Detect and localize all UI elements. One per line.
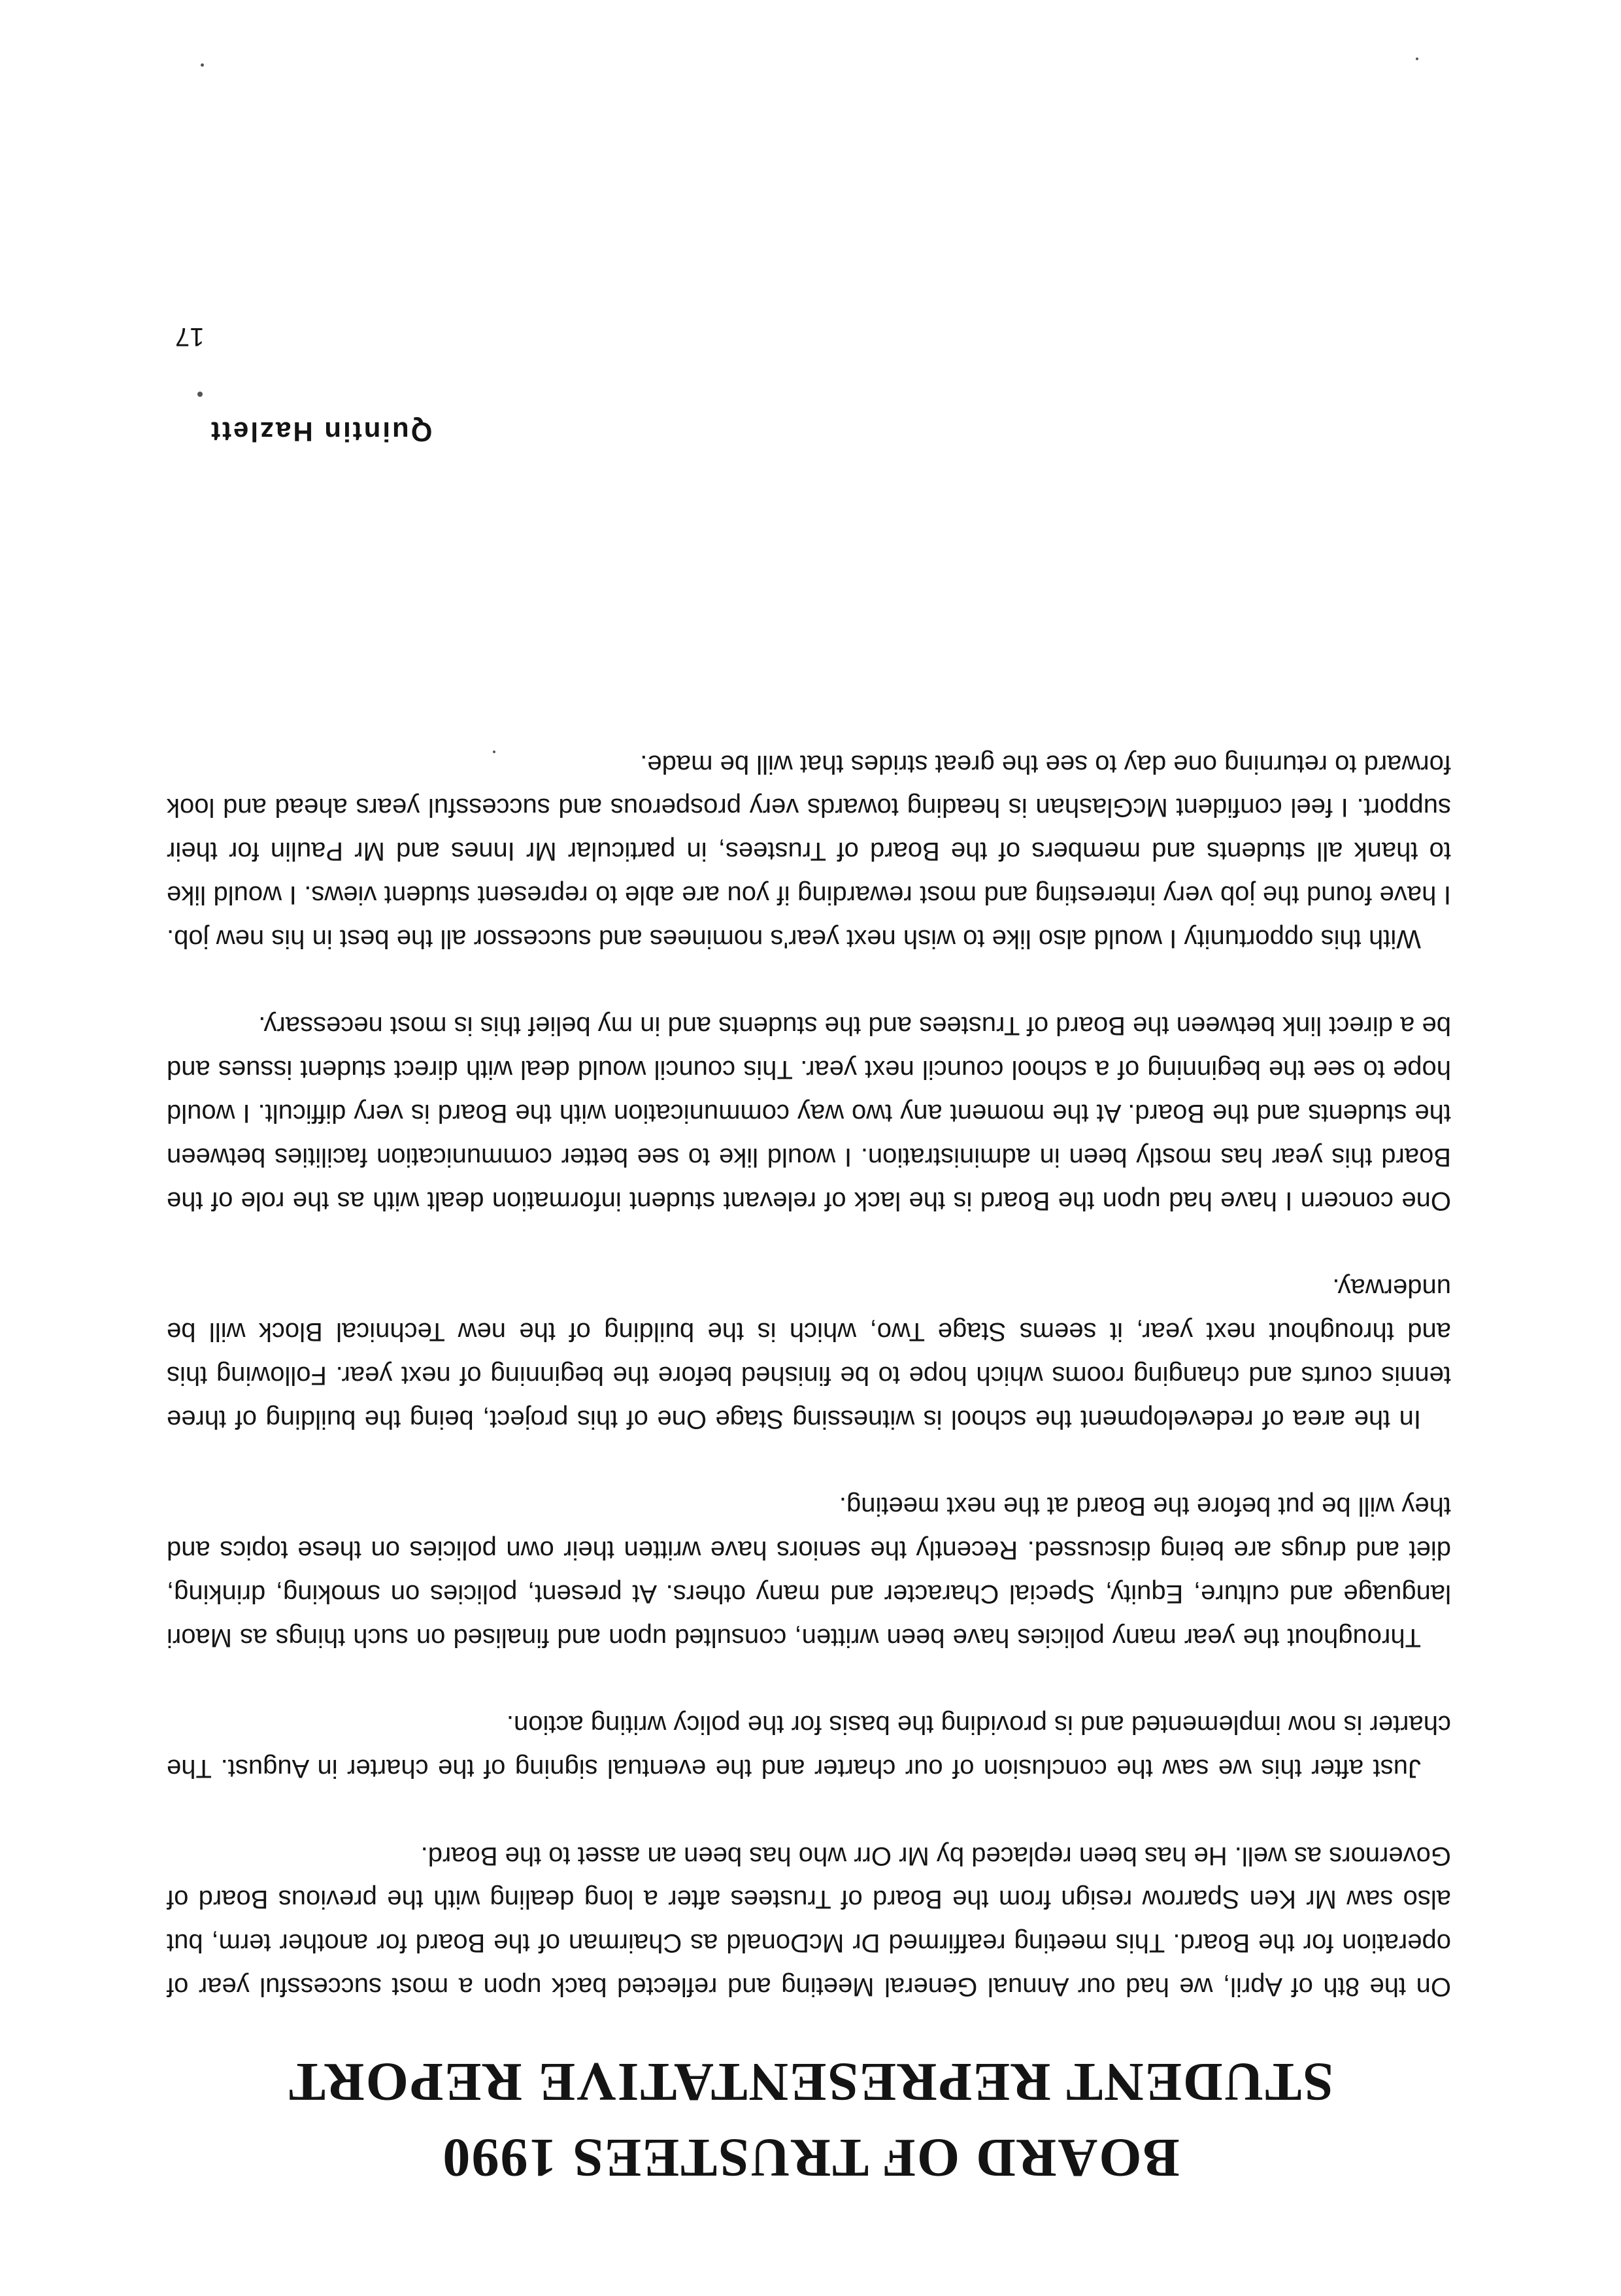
paragraph-redevelopment: In the area of redevelopment the school is witnessing Stage One of this project, being the building of three tennis courts and changing rooms which hope to be finished before the beginning of next year. Following this and throughout next year, it seems Stage Two, which is the building of the new Technical Block will be underway. bbox=[167, 1274, 1451, 1434]
paragraph-agm: On the 8th of April, we had our Annual General Meeting and reflected back upon a most successful year of operation for the Board. This meeting reaffirmed Dr McDonald as Chairman of the Board for another term, but also saw Mr Ken Sparrow resign from the Board of Trustees after a long dealing with the previous Board of Governors as well. He has been replaced by Mr Orr who has been an asset to the Board. bbox=[167, 1841, 1451, 2001]
document-title-line-1: BOARD OF TRUSTEES 1990 bbox=[441, 2127, 1180, 2188]
paragraph-charter: Just after this we saw the conclusion of our charter and the eventual signing of the charter in August. The charter is now implemented and is providing the basis for the policy writing action. bbox=[167, 1710, 1451, 1783]
paragraph-policies: Throughout the year many policies have been written, consulted upon and finalised on such things as Maori language and culture, Equity, Special Character and many others. At present, policies on smoking, drinking, diet and drugs are being discussed. Recently the seniors have written their own policies on these topics and they will be put before the Board at the next meeting. bbox=[167, 1492, 1451, 1652]
paragraph-concern: One concern I have had upon the Board is the lack of relevant student information dealt with as the role of the Board this year has mostly been in administration. I would like to see better communication facilities between the students and the Board. At the moment any two way communication with the Board is very difficult. I would hope to see the beginning of a school council next year. This council would deal with direct student issues and be a direct link between the Board of Trustees and the students and in my belief this is most necessary. bbox=[167, 1011, 1451, 1215]
scan-speck bbox=[197, 392, 203, 397]
document-title-line-2: STUDENT REPRESENTATIVE REPORT bbox=[287, 2051, 1334, 2112]
signature-name: Quintin Hazlett bbox=[209, 416, 433, 447]
scan-speck bbox=[1416, 58, 1418, 60]
page-number: 17 bbox=[175, 322, 205, 351]
paragraph-thanks: With this opportunity I would also like to wish next year's nominees and successor all the best in his new job. I have found the job very interesting and most rewarding if you are able to represent student views. I would like to thank all students and members of the Board of Trustees, in particular Mr Innes and Mr Paulin for their support. I feel confident McGlashan is heading towards very prosperous and successful years ahead and look forward to returning one day to see the great strides that will be made. bbox=[167, 749, 1451, 953]
scan-speck bbox=[201, 63, 204, 67]
report-body bbox=[167, 716, 1451, 2008]
scan-speck bbox=[493, 751, 495, 753]
